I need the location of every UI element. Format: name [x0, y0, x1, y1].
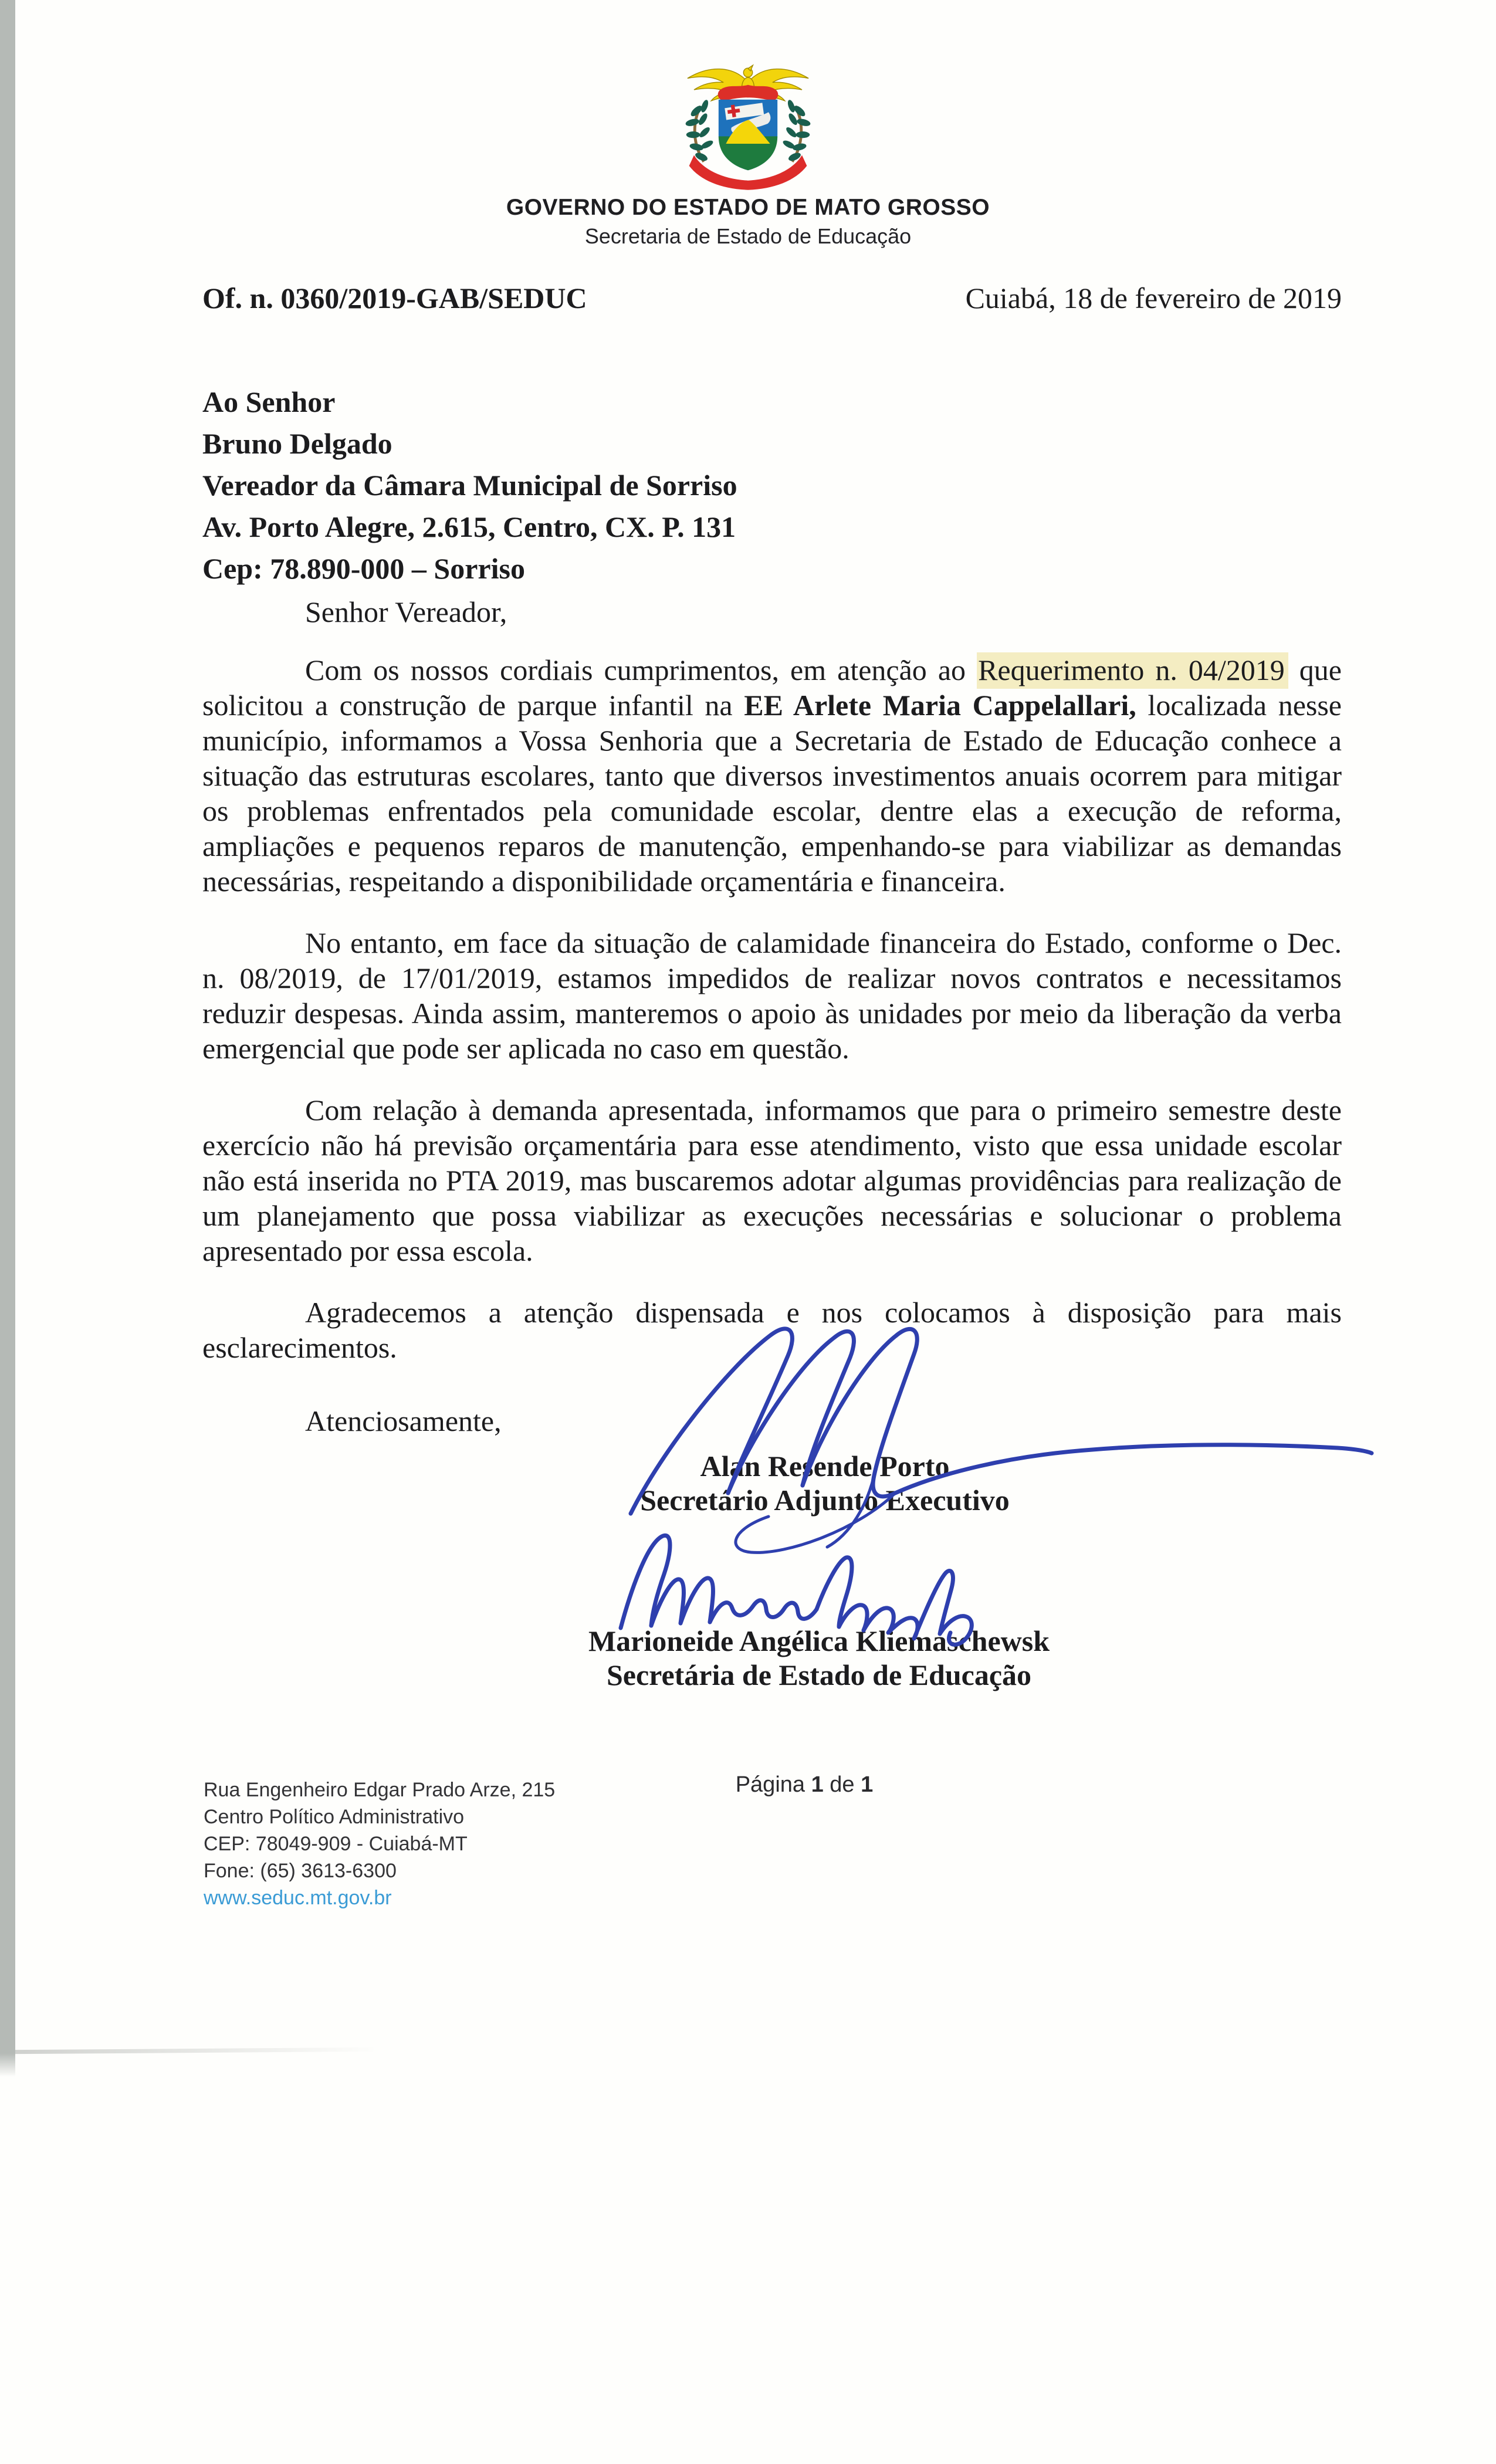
footer-address	[204, 1776, 555, 1911]
pagination-label: Página	[735, 1772, 805, 1797]
mato-grosso-coat-of-arms-icon	[637, 59, 859, 194]
paragraph-1	[202, 652, 1342, 899]
school-name-bold: EE Arlete Maria Cappelallari,	[744, 689, 1136, 722]
footer-line: Rua Engenheiro Edgar Prado Arze, 215	[204, 1779, 556, 1801]
paragraph-1-text: que solicitou a construção de parque infantil na	[202, 654, 1342, 722]
paragraph-2: No entanto, em face da situação de calamidade financeira do Estado, conforme o Dec. n. 08/2019, de 17/01/2019, estamos impedidos de realizar novos contratos e necessitamos reduzir despesas. Ainda assim, manteremos o apoio às unidades por meio da liberação da verba emergencial que pode ser aplicada no caso em questão.	[202, 926, 1342, 1065]
dateline: Cuiabá, 18 de fevereiro de 2019	[965, 282, 1342, 314]
recipient-line: Vereador da Câmara Municipal de Sorriso	[202, 469, 737, 502]
closing-salutation: Atenciosamente,	[305, 1404, 502, 1437]
scanner-edge-strip	[0, 0, 15, 2053]
recipient-line: Ao Senhor	[202, 385, 336, 418]
salutation: Senhor Vereador,	[305, 595, 507, 628]
pagination-of: de	[830, 1772, 855, 1797]
recipient-line: Av. Porto Alegre, 2.615, Centro, CX. P. 131	[202, 510, 736, 543]
office-reference: Of. n. 0360/2019-GAB/SEDUC	[202, 282, 587, 314]
recipient-block	[202, 381, 1342, 590]
letter-body	[202, 280, 1342, 1802]
scanner-edge-strip-fade	[0, 2053, 15, 2077]
signatory-1-title: Secretário Adjunto Executivo	[640, 1484, 1010, 1517]
paragraph-1-text: localizada nesse município, informamos a Vossa Senhoria que a Secretaria de Estado de Educação conhece a situação das estruturas escolares, tanto que diversos investimentos anuais ocorrem para mitigar os problemas enfrentados pela comunidade escolar, dentre elas a execução de reforma, ampliações e pequenos reparos de manutenção, empenhando-se para viabilizar as demandas necessárias, respeitando a disponibilidade orçamentária e financeira.	[202, 689, 1342, 898]
paper-edge-shadow	[15, 2047, 379, 2054]
reference-row	[202, 280, 1342, 316]
signatory-2-title: Secretária de Estado de Educação	[606, 1659, 1032, 1691]
recipient-line: Cep: 78.890-000 – Sorriso	[202, 552, 525, 585]
letterhead-government: GOVERNO DO ESTADO DE MATO GROSSO	[506, 195, 990, 220]
seduc-website-link[interactable]: www.seduc.mt.gov.br	[204, 1887, 392, 1909]
footer-line: Fone: (65) 3613-6300	[204, 1860, 397, 1882]
paragraph-4: Agradecemos a atenção dispensada e nos colocamos à disposição para mais esclarecimentos.	[202, 1296, 1342, 1364]
laurel-branch-right	[782, 99, 811, 163]
laurel-branch-left	[685, 99, 714, 163]
highlighted-requerimento: Requerimento n. 04/2019	[977, 652, 1288, 689]
recipient-line: Bruno Delgado	[202, 427, 392, 460]
signature-block-1	[202, 1449, 1342, 1517]
paragraph-3: Com relação à demanda apresentada, informamos que para o primeiro semestre deste exercício não há previsão orçamentária para esse atendimento, visto que essa unidade escolar não está inserida no PTA 2019, mas buscaremos adotar algumas providências para realização de um planejamento que possa viabilizar as execuções necessárias e solucionar o problema apresentado por essa escola.	[202, 1094, 1342, 1267]
pagination-current: 1	[811, 1772, 824, 1797]
signature-block-2	[202, 1624, 1342, 1692]
signatory-1-name: Alan Resende Porto	[700, 1450, 950, 1483]
signatory-2-name: Marioneide Angélica Kliemaschewsk	[588, 1624, 1050, 1657]
footer-line: Centro Político Administrativo	[204, 1806, 465, 1828]
footer-line: CEP: 78049-909 - Cuiabá-MT	[204, 1833, 468, 1855]
letterhead-secretariat: Secretaria de Estado de Educação	[584, 224, 912, 248]
paragraph-1-text: Com os nossos cordiais cumprimentos, em atenção ao	[305, 654, 977, 686]
pagination-total: 1	[861, 1772, 874, 1797]
